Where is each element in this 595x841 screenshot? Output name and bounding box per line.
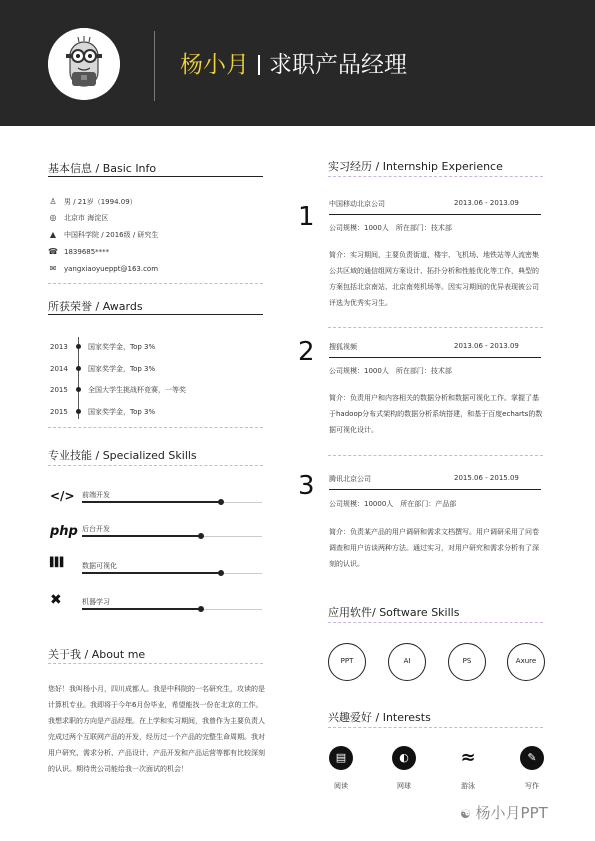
phone-icon: ☎ [48,247,58,256]
experience-number: 2 [298,337,315,367]
skill-label: 前端开发 [82,491,110,499]
title-separator [258,55,260,75]
experience-rule [329,357,541,358]
interest-label: 阅读 [334,782,348,790]
skill-label: 数据可视化 [82,562,117,570]
experience-meta: 公司规模：10000人 所在部门：产品部 [329,500,457,508]
info-location: ◎ 北京市 海淀区 [49,213,109,222]
code-icon: </> [50,489,75,503]
about-paragraph: 您好！我叫杨小月，四川成都人。我是中科院的一名研究生，攻读的是计算机专业。我即将于今年6月份毕业，希望能找一份在北京的工作。我想求职的方向是产品经理。在上学和实习期间，我曾作为主要负责人完成过两个互联网产品的开发，经历过一个产品的完整生命周期。我对用户研究、需求分析、产品设计、产品开发和产品运营等都有比较深刻的认识。期待贵公司能给我一次面试的机会！ [48,685,265,773]
info-phone: ☎ 1839685**** [48,247,110,256]
info-email[interactable]: ✉ yangxiaoyueppt@163.com [49,264,159,273]
software-ai: AI [388,643,426,681]
awards-title: 所获荣誉 / Awards [48,300,143,313]
experience-description: 简介：负责用户和内容相关的数据分析和数据可视化工作。掌握了基于hadoop分布式架构的数据分析系统搭建，和基于百度echarts的数据可视化设计。 [329,394,543,434]
award-item: 2015 国家奖学金，Top 3% [50,408,156,416]
award-item: 2015 全国大学生挑战杯竞赛，一等奖 [50,386,186,394]
experience-divider [328,327,543,328]
experience-date: 2013.06 - 2013.09 [454,342,519,350]
awards-rule [48,314,263,315]
avatar [48,28,120,100]
basic-info-rule [48,176,263,177]
skill-bar-fill [82,501,221,503]
experience-rule [329,214,541,215]
book-icon: ▤ [329,746,353,770]
header-divider [154,31,155,101]
experience-company: 中国移动北京公司 [329,200,385,208]
experience-meta: 公司规模：1000人 所在部门：技术部 [329,224,452,232]
skill-bar-knob [198,533,204,539]
about-title: 关于我 / About me [48,648,146,661]
network-icon: ✖ [50,592,62,608]
location-icon: ◎ [49,213,57,222]
software-title: 应用软件/ Software Skills [328,606,460,619]
php-icon: php [50,524,78,539]
basic-info-divider [48,283,263,284]
skill-label: 后台开发 [82,525,110,533]
skill-bar-fill [82,572,221,574]
experience-number: 1 [298,202,315,232]
bar-chart-icon: ▌▌▌ [50,558,65,568]
internship-title: 实习经历 / Internship Experience [328,160,503,173]
experience-company: 腾讯北京公司 [329,475,371,483]
skill-label: 机器学习 [82,598,110,606]
skill-bar-knob [198,606,204,612]
info-education: ▲ 中国科学院 / 2016级 / 研究生 [49,230,159,239]
experience-divider [328,455,543,456]
experience-number: 3 [298,471,315,501]
pen-icon: ✎ [520,746,544,770]
interest-label: 写作 [525,782,539,790]
software-ppt: PPT [328,643,366,681]
watermark: ☯ 杨小月PPT [460,804,548,822]
software-ps: PS [448,643,486,681]
awards-divider [48,427,263,428]
interests-title: 兴趣爱好 / Interests [328,711,431,724]
award-item: 2014 国家奖学金，Top 3% [50,365,156,373]
experience-date: 2013.06 - 2013.09 [454,199,519,207]
experience-meta: 公司规模：1000人 所在部门：技术部 [329,367,452,375]
interest-label: 网球 [397,782,411,790]
mail-icon: ✉ [49,264,57,273]
skills-title: 专业技能 / Specialized Skills [48,449,197,462]
skill-bar-fill [82,608,201,610]
software-divider [328,622,543,623]
minion-avatar-icon [48,28,120,100]
header-banner [0,0,595,126]
interests-divider [328,727,543,728]
page-title [180,50,407,80]
job-title: 求职产品经理 [269,52,407,78]
skill-bar [82,536,262,537]
skills-divider [48,465,263,466]
award-item: 2013 国家奖学金，Top 3% [50,343,156,351]
experience-description: 简介：实习期间，主要负责街道、楼宇、飞机场、地铁站等人流密集公共区域的通信组网方案设计、拓扑分析和性能优化等工作，典型的方案包括北京南站、北京南苑机场等。因实习期间的优异表现被公司评选为优秀实习生。 [329,251,539,307]
swimming-icon: ≈ [456,746,480,770]
experience-description: 简介：负责某产品的用户调研和需求文档撰写。用户调研采用了问卷调查和用户访谈两种方法。通过实习，对用户研究和需求分析有了深刻的认识。 [329,528,539,568]
candidate-name: 杨小月 [180,52,249,78]
info-gender-age: ♙ 男 / 21岁（1994.09） [49,197,137,206]
skill-bar-knob [218,570,224,576]
wechat-icon: ☯ [460,807,471,821]
skill-bar-knob [218,499,224,505]
skill-bar [82,573,262,574]
skill-bar [82,502,262,503]
skill-bar [82,609,262,610]
user-icon: ♙ [49,197,57,206]
software-axure: Axure [507,643,545,681]
experience-company: 搜狐视频 [329,343,357,351]
interest-label: 游泳 [461,782,475,790]
skill-bar-fill [82,535,201,537]
graduation-cap-icon: ▲ [49,230,57,239]
about-divider [48,663,263,664]
basic-info-title: 基本信息 / Basic Info [48,162,157,175]
experience-rule [329,489,541,490]
experience-date: 2015.06 - 2015.09 [454,474,519,482]
tennis-ball-icon: ◐ [392,746,416,770]
internship-divider [328,176,543,177]
